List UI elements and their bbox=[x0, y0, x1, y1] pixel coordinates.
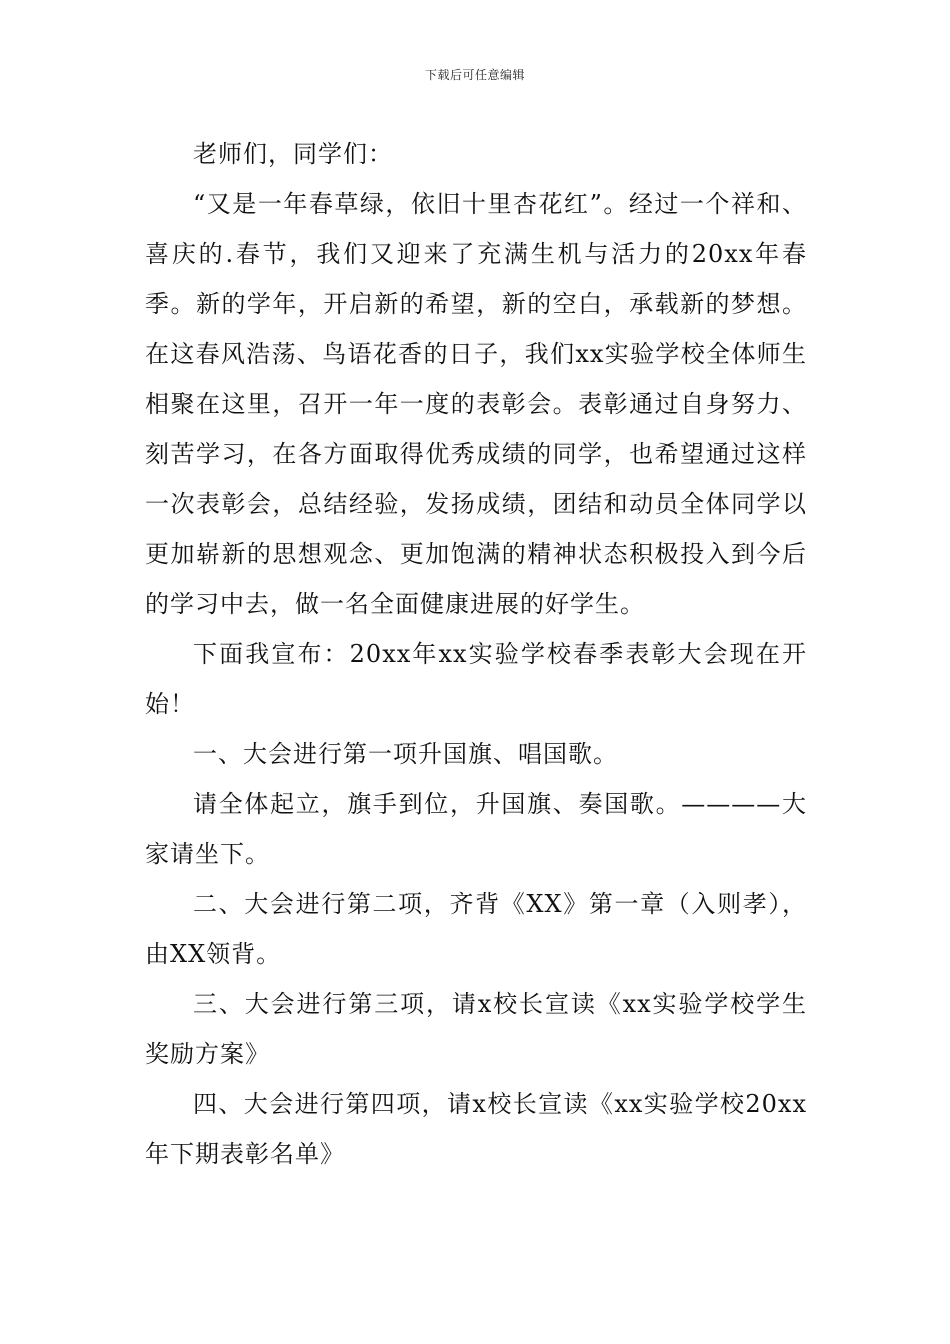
page-header-note: 下载后可任意编辑 bbox=[424, 68, 525, 82]
opening-paragraph: “又是一年春草绿，依旧十里杏花红”。经过一个祥和、喜庆的.春节，我们又迎来了充满生机与活力的20xx年春季。新的学年，开启新的希望，新的空白，承载新的梦想。在这春风浩荡、鸟语花香的日子，我们xx实验学校全体师生相聚在这里，召开一年一度的表彰会。表彰通过自身努力、刻苦学习，在各方面取得优秀成绩的同学，也希望通过这样一次表彰会，总结经验，发扬成绩，团结和动员全体同学以更加崭新的思想观念、更加饱满的精神状态积极投入到今后的学习中去，做一名全面健康进展的好学生。 bbox=[145, 190, 807, 618]
greeting-paragraph: 老师们，同学们： bbox=[193, 140, 393, 168]
agenda-item-4: 四、大会进行第四项，请x校长宣读《xx实验学校20xx年下期表彰名单》 bbox=[145, 1090, 807, 1168]
document-body bbox=[145, 129, 807, 1179]
agenda-item-1: 一、大会进行第一项升国旗、唱国歌。 bbox=[193, 740, 618, 768]
agenda-item-1-detail: 请全体起立，旗手到位，升国旗、奏国歌。————大家请坐下。 bbox=[145, 790, 807, 868]
announcement-paragraph: 下面我宣布：20xx年xx实验学校春季表彰大会现在开始！ bbox=[145, 640, 807, 718]
agenda-item-2: 二、大会进行第二项，齐背《XX》第一章（入则孝），由XX领背。 bbox=[145, 890, 807, 968]
agenda-item-3: 三、大会进行第三项，请x校长宣读《xx实验学校学生奖励方案》 bbox=[145, 990, 807, 1068]
